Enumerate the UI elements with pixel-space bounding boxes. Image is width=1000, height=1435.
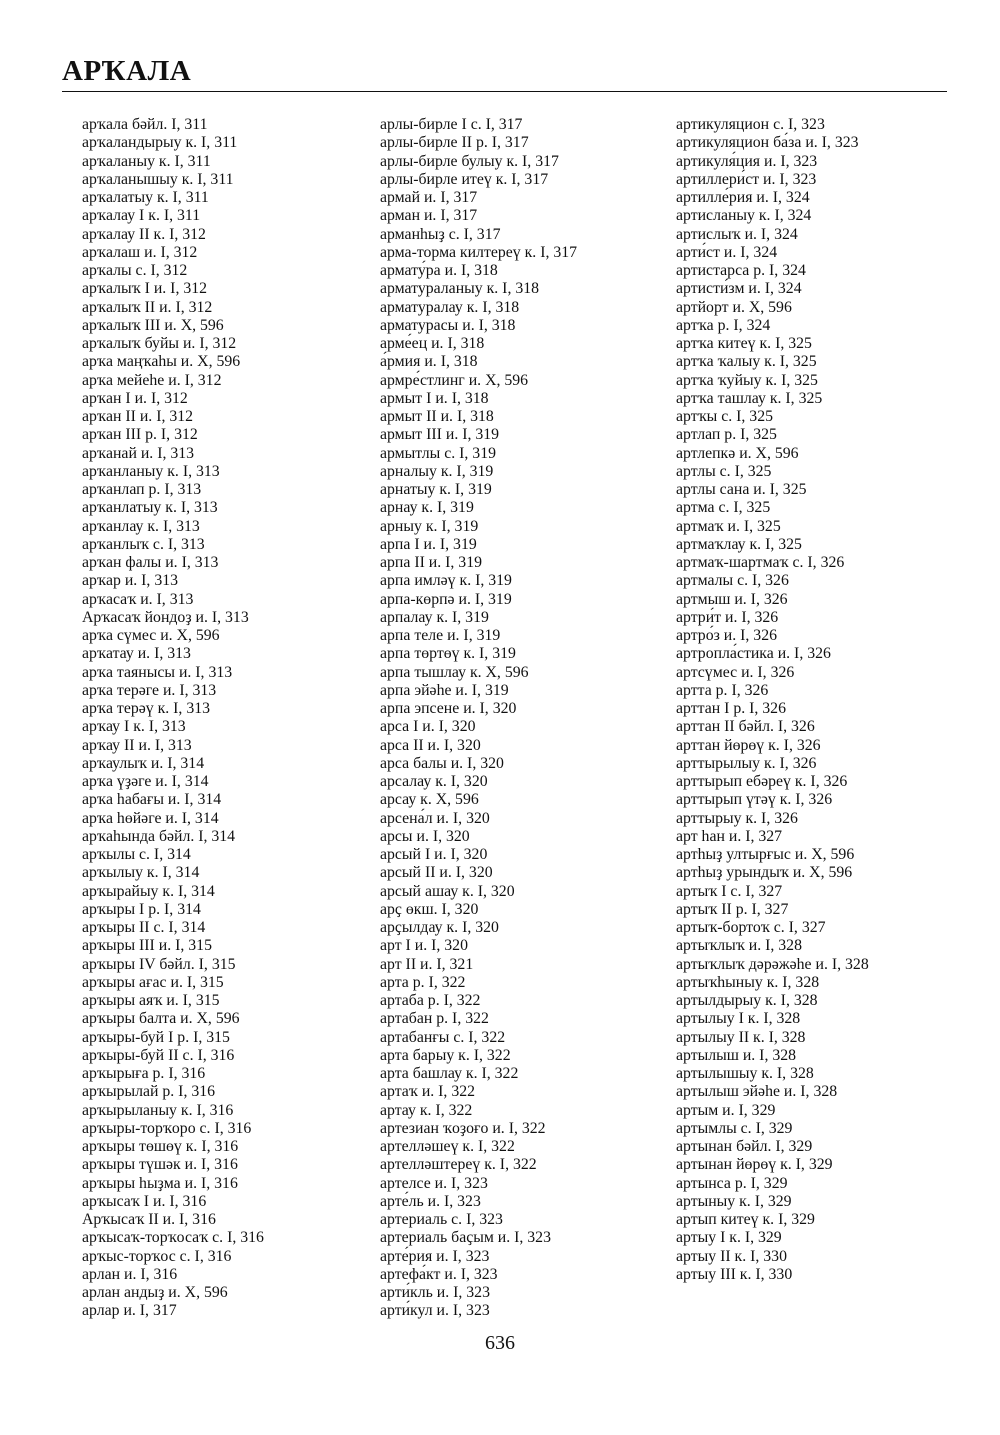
dictionary-entry: арттырып ебәреү к. I, 326 bbox=[676, 773, 848, 790]
dictionary-entry: арҡысаҡ I и. I, 316 bbox=[82, 1192, 207, 1210]
dictionary-entry: артикуляцион с. I, 323 bbox=[676, 116, 825, 133]
dictionary-entry: артып китеү к. I, 329 bbox=[676, 1211, 815, 1228]
dictionary-entry: арта барыу к. I, 322 bbox=[380, 1046, 511, 1064]
dictionary-entry: артһыҙ ултырғыс и. X, 596 bbox=[676, 846, 855, 863]
dictionary-entry: армыт II и. I, 318 bbox=[380, 408, 494, 425]
dictionary-entry: артлы сана и. I, 325 bbox=[676, 481, 807, 498]
dictionary-entry: артыҡ I с. I, 327 bbox=[676, 882, 783, 900]
header-rule bbox=[62, 91, 947, 92]
dictionary-entry: арлан и. I, 316 bbox=[82, 1265, 178, 1283]
dictionary-entry: арҡан II и. I, 312 bbox=[82, 408, 194, 425]
dictionary-entry: арпа теле и. I, 319 bbox=[380, 627, 501, 644]
dictionary-entry: арҡасаҡ и. I, 313 bbox=[82, 590, 194, 608]
dictionary-entry: армыт III и. I, 319 bbox=[380, 426, 500, 444]
dictionary-entry: армытлы с. I, 319 bbox=[380, 444, 497, 462]
dictionary-entry: арте́ль и. I, 323 bbox=[380, 1192, 481, 1210]
dictionary-entry: артыҡ II р. I, 327 bbox=[676, 900, 789, 918]
dictionary-entry: арса I и. I, 320 bbox=[380, 718, 476, 736]
dictionary-entry: артабанғы с. I, 322 bbox=[380, 1028, 506, 1046]
entry-column-2 bbox=[380, 116, 680, 1321]
dictionary-entry: арҡанлау к. I, 313 bbox=[82, 517, 200, 535]
dictionary-entry: арҡырайыу к. I, 314 bbox=[82, 882, 215, 900]
dictionary-entry: арҡыры III и. I, 315 bbox=[82, 937, 212, 955]
entry-column-1 bbox=[82, 116, 382, 1321]
dictionary-entry: артмаҡлау к. I, 325 bbox=[676, 535, 802, 553]
dictionary-entry: артелләштереү к. I, 322 bbox=[380, 1156, 537, 1174]
dictionary-entry: арҡыры I р. I, 314 bbox=[82, 900, 201, 918]
dictionary-entry: артма с. I, 325 bbox=[676, 499, 771, 517]
dictionary-entry: артымлы с. I, 329 bbox=[676, 1119, 793, 1137]
dictionary-entry: артылыш эйәһе и. I, 328 bbox=[676, 1083, 838, 1101]
dictionary-entry: армыт I и. I, 318 bbox=[380, 389, 489, 407]
dictionary-entry: арҡыры аяҡ и. I, 315 bbox=[82, 992, 220, 1009]
dictionary-entry: арҡа үҙәге и. I, 314 bbox=[82, 773, 209, 790]
dictionary-entry: артҡа ташлау к. I, 325 bbox=[676, 389, 823, 407]
dictionary-entry: артылыу II к. I, 328 bbox=[676, 1028, 806, 1046]
dictionary-entry: артмаҡ-шартмаҡ с. I, 326 bbox=[676, 554, 845, 571]
dictionary-entry: Арҡысаҡ II и. I, 316 bbox=[82, 1211, 216, 1228]
dictionary-entry: арлар и. I, 317 bbox=[82, 1302, 177, 1320]
dictionary-entry: арҡа һабағы и. I, 314 bbox=[82, 791, 222, 809]
dictionary-entry: артистарса р. I, 324 bbox=[676, 262, 806, 279]
dictionary-entry: арҡыры-буй II с. I, 316 bbox=[82, 1046, 235, 1064]
dictionary-entry: арҡала бәйл. I, 311 bbox=[82, 116, 208, 133]
dictionary-entry: арҡалатыу к. I, 311 bbox=[82, 189, 209, 206]
dictionary-entry: арҡыс-торҡос с. I, 316 bbox=[82, 1247, 232, 1265]
dictionary-entry: арма-торма килтереү к. I, 317 bbox=[380, 243, 578, 261]
dictionary-entry: артыу III к. I, 330 bbox=[676, 1265, 793, 1283]
entry-column-3 bbox=[676, 116, 976, 1284]
dictionary-entry: артыныу к. I, 329 bbox=[676, 1192, 792, 1210]
dictionary-entry: арҡалы с. I, 312 bbox=[82, 262, 188, 279]
dictionary-entry: арса балы и. I, 320 bbox=[380, 754, 504, 772]
dictionary-entry: армре́стлинг и. X, 596 bbox=[380, 371, 529, 389]
dictionary-entry: арттырыу к. I, 326 bbox=[676, 809, 798, 827]
dictionary-entry: артисти́зм и. I, 324 bbox=[676, 280, 802, 298]
dictionary-entry: артылыш и. I, 328 bbox=[676, 1046, 797, 1064]
dictionary-entry: артынан йөрөү к. I, 329 bbox=[676, 1156, 833, 1174]
dictionary-entry: артым и. I, 329 bbox=[676, 1101, 776, 1119]
dictionary-entry: артериаль с. I, 323 bbox=[380, 1211, 503, 1228]
dictionary-entry: арҡылы с. I, 314 bbox=[82, 846, 191, 863]
dictionary-entry: артау к. I, 322 bbox=[380, 1101, 473, 1119]
dictionary-entry: арҡыры төшөү к. I, 316 bbox=[82, 1138, 239, 1155]
running-head-title: АРҠАЛА bbox=[62, 55, 192, 87]
dictionary-entry: артезиан ҡоҙоғо и. I, 322 bbox=[380, 1119, 546, 1137]
page-header bbox=[62, 54, 947, 88]
dictionary-entry: арсы и. I, 320 bbox=[380, 827, 470, 845]
dictionary-entry: арпа-көрпә и. I, 319 bbox=[380, 590, 512, 608]
dictionary-entry: арҡыры IV бәйл. I, 315 bbox=[82, 955, 236, 973]
dictionary-entry: арҡаулыҡ и. I, 314 bbox=[82, 754, 205, 772]
dictionary-entry: артыҡлыҡ и. I, 328 bbox=[676, 937, 802, 955]
dictionary-entry: артиллери́ст и. I, 323 bbox=[676, 170, 817, 188]
dictionary-entry: арттан II бәйл. I, 326 bbox=[676, 718, 815, 736]
dictionary-entry: арпалау к. I, 319 bbox=[380, 608, 489, 626]
dictionary-entry: артҡы с. I, 325 bbox=[676, 408, 773, 425]
dictionary-entry: арҡырыланыу к. I, 316 bbox=[82, 1101, 234, 1119]
dictionary-entry: арҡалыҡ I и. I, 312 bbox=[82, 280, 208, 298]
dictionary-entry: арҡа терәге и. I, 313 bbox=[82, 681, 217, 699]
dictionary-entry: артлепкә и. X, 596 bbox=[676, 444, 799, 462]
dictionary-entry: арт һан и. I, 327 bbox=[676, 827, 783, 845]
dictionary-entry: арҫ өкш. I, 320 bbox=[380, 900, 479, 918]
dictionary-entry: арсау к. X, 596 bbox=[380, 791, 479, 809]
dictionary-entry: артынса р. I, 329 bbox=[676, 1174, 788, 1192]
dictionary-entry: арҡа терәү к. I, 313 bbox=[82, 700, 211, 717]
dictionary-entry: артынан бәйл. I, 329 bbox=[676, 1138, 813, 1155]
dictionary-entry: артаҡ и. I, 322 bbox=[380, 1083, 476, 1101]
dictionary-entry: арҡан III р. I, 312 bbox=[82, 426, 198, 444]
dictionary-entry: арҡырылай р. I, 316 bbox=[82, 1083, 216, 1101]
dictionary-entry: артыҡлыҡ дәрәжәһе и. I, 328 bbox=[676, 955, 869, 973]
dictionary-entry: артһыҙ урындыҡ и. X, 596 bbox=[676, 864, 853, 882]
dictionary-entry: арттан йөрөү к. I, 326 bbox=[676, 736, 821, 754]
page-number: 636 bbox=[485, 1332, 515, 1354]
dictionary-entry: артыҡ-бортоҡ с. I, 327 bbox=[676, 919, 826, 936]
dictionary-entry: артропла́стика и. I, 326 bbox=[676, 645, 831, 663]
dictionary-entry: арҡанай и. I, 313 bbox=[82, 444, 195, 462]
dictionary-entry: арпа I и. I, 319 bbox=[380, 535, 477, 553]
dictionary-entry: арнау к. I, 319 bbox=[380, 499, 474, 517]
dictionary-entry: арман и. I, 317 bbox=[380, 207, 478, 225]
dictionary-entry: артериаль баҫым и. I, 323 bbox=[380, 1229, 551, 1247]
dictionary-entry: арлы-бирле булыу к. I, 317 bbox=[380, 152, 559, 170]
dictionary-entry: арматурасы и. I, 318 bbox=[380, 316, 516, 334]
dictionary-entry: артыу I к. I, 329 bbox=[676, 1229, 782, 1247]
dictionary-entry: арлан андыҙ и. X, 596 bbox=[82, 1284, 228, 1301]
dictionary-entry: арса II и. I, 320 bbox=[380, 736, 481, 754]
dictionary-entry: а́рмия и. I, 318 bbox=[380, 353, 478, 371]
dictionary-entry: арлы-бирле II р. I, 317 bbox=[380, 134, 529, 152]
dictionary-entry: арме́ец и. I, 318 bbox=[380, 335, 485, 352]
dictionary-entry: арҫылдау к. I, 320 bbox=[380, 919, 499, 936]
dictionary-entry: арсый ашау к. I, 320 bbox=[380, 882, 515, 900]
dictionary-entry: арпа эйәһе и. I, 319 bbox=[380, 681, 509, 699]
dictionary-entry: арнатыу к. I, 319 bbox=[380, 481, 492, 498]
dictionary-entry: арлы-бирле итеү к. I, 317 bbox=[380, 170, 549, 188]
dictionary-entry: арҡаланыу к. I, 311 bbox=[82, 152, 211, 170]
dictionary-entry: арттырылыу к. I, 326 bbox=[676, 754, 817, 772]
dictionary-entry: арттырып үтәү к. I, 326 bbox=[676, 791, 833, 809]
dictionary-entry: артабан р. I, 322 bbox=[380, 1010, 489, 1028]
dictionary-entry: артыҡһыныу к. I, 328 bbox=[676, 973, 820, 991]
dictionary-entry: арти́кль и. I, 323 bbox=[380, 1284, 490, 1301]
dictionary-entry: артҡа р. I, 324 bbox=[676, 316, 771, 334]
dictionary-entry: арта башлау к. I, 322 bbox=[380, 1065, 519, 1082]
dictionary-entry: артйорт и. X, 596 bbox=[676, 298, 792, 316]
dictionary-entry: арҡалау I к. I, 311 bbox=[82, 207, 201, 225]
dictionary-entry: артмалы с. I, 326 bbox=[676, 572, 789, 590]
dictionary-entry: арҡанлыҡ с. I, 313 bbox=[82, 535, 205, 553]
dictionary-entry: арҡаланышыу к. I, 311 bbox=[82, 170, 234, 188]
dictionary-entry: арҡалау II к. I, 312 bbox=[82, 225, 206, 243]
dictionary-entry: арпа имләү к. I, 319 bbox=[380, 572, 512, 590]
dictionary-entry: арта р. I, 322 bbox=[380, 973, 466, 991]
dictionary-entry: арҡылыу к. I, 314 bbox=[82, 864, 200, 882]
dictionary-entry: арҡыры II с. I, 314 bbox=[82, 919, 206, 936]
dictionary-entry: артҡа ҡалыу к. I, 325 bbox=[676, 353, 817, 371]
dictionary-entry: арттан I р. I, 326 bbox=[676, 700, 786, 717]
dictionary-entry: артикуляцион ба́за и. I, 323 bbox=[676, 134, 859, 152]
dictionary-entry: арҡаһында бәйл. I, 314 bbox=[82, 827, 236, 845]
dictionary-entry: артисланыу к. I, 324 bbox=[676, 207, 812, 225]
dictionary-entry: арҡанлап р. I, 313 bbox=[82, 481, 202, 498]
dictionary-entry: арҡа сүмес и. X, 596 bbox=[82, 627, 220, 644]
dictionary-entry: арҡа маңҡаһы и. X, 596 bbox=[82, 353, 241, 371]
dictionary-entry: арҡысаҡ-торҡосаҡ с. I, 316 bbox=[82, 1229, 264, 1247]
dictionary-entry: армай и. I, 317 bbox=[380, 189, 478, 206]
dictionary-entry: арналыу к. I, 319 bbox=[380, 462, 494, 480]
dictionary-entry: арҡау I к. I, 313 bbox=[82, 718, 186, 736]
dictionary-entry: арсый I и. I, 320 bbox=[380, 846, 488, 863]
dictionary-entry: артри́т и. I, 326 bbox=[676, 608, 779, 626]
dictionary-entry: арҡан I и. I, 312 bbox=[82, 389, 188, 407]
dictionary-entry: арҡанлатыу к. I, 313 bbox=[82, 499, 218, 517]
dictionary-entry: арҡан фалы и. I, 313 bbox=[82, 554, 219, 571]
dictionary-entry: артҡа ҡуйыу к. I, 325 bbox=[676, 371, 818, 389]
dictionary-entry: арҡау II и. I, 313 bbox=[82, 736, 192, 754]
dictionary-entry: арҡыры балта и. X, 596 bbox=[82, 1010, 240, 1028]
dictionary-entry: арҡалыҡ II и. I, 312 bbox=[82, 298, 213, 316]
dictionary-entry: арҡырыға р. I, 316 bbox=[82, 1065, 206, 1082]
dictionary-entry: артелсе и. I, 323 bbox=[380, 1174, 488, 1192]
dictionary-entry: артро́з и. I, 326 bbox=[676, 627, 777, 644]
dictionary-entry: артылыу I к. I, 328 bbox=[676, 1010, 801, 1028]
dictionary-entry: артта р. I, 326 bbox=[676, 681, 769, 699]
dictionary-entry: арҡар и. I, 313 bbox=[82, 572, 179, 590]
dictionary-entry: арти́кул и. I, 323 bbox=[380, 1302, 490, 1320]
dictionary-entry: арлы-бирле I с. I, 317 bbox=[380, 116, 523, 133]
dictionary-entry: артмыш и. I, 326 bbox=[676, 590, 788, 608]
dictionary-entry: арпа II и. I, 319 bbox=[380, 554, 483, 571]
dictionary-entry: арҡыры һыҙма и. I, 316 bbox=[82, 1174, 238, 1192]
dictionary-entry: арматуралау к. I, 318 bbox=[380, 298, 520, 316]
dictionary-entry: арҡыры-торҡоро с. I, 316 bbox=[82, 1119, 252, 1137]
dictionary-entry: арсый II и. I, 320 bbox=[380, 864, 493, 882]
dictionary-entry: артелләшеү к. I, 322 bbox=[380, 1138, 515, 1155]
dictionary-entry: арҡа таянысы и. I, 313 bbox=[82, 663, 233, 681]
dictionary-entry: артылдырыу к. I, 328 bbox=[676, 992, 818, 1009]
dictionary-entry: арҡыры ағас и. I, 315 bbox=[82, 973, 224, 991]
dictionary-entry: арҡаландырыу к. I, 311 bbox=[82, 134, 238, 152]
dictionary-entry: артлы с. I, 325 bbox=[676, 462, 772, 480]
dictionary-entry: арте́рия и. I, 323 bbox=[380, 1247, 490, 1265]
dictionary-entry: арҡа һөйәге и. I, 314 bbox=[82, 809, 219, 827]
dictionary-entry: артыу II к. I, 330 bbox=[676, 1247, 787, 1265]
dictionary-entry: арти́ст и. I, 324 bbox=[676, 243, 778, 261]
dictionary-entry: арпа тышлау к. X, 596 bbox=[380, 663, 529, 681]
dictionary-entry: арҡа мейеһе и. I, 312 bbox=[82, 371, 222, 389]
dictionary-entry: арҡалаш и. I, 312 bbox=[82, 243, 198, 261]
dictionary-entry: артлап р. I, 325 bbox=[676, 426, 777, 444]
dictionary-entry: артылышыу к. I, 328 bbox=[676, 1065, 814, 1082]
dictionary-entry: артҡа китеү к. I, 325 bbox=[676, 335, 812, 352]
dictionary-entry: арпа төртөү к. I, 319 bbox=[380, 645, 516, 663]
dictionary-entry: арсалау к. I, 320 bbox=[380, 773, 488, 790]
dictionary-entry: арҡалыҡ III и. X, 596 bbox=[82, 316, 224, 334]
dictionary-entry: арт I и. I, 320 bbox=[380, 937, 468, 955]
dictionary-entry: арманһыҙ с. I, 317 bbox=[380, 225, 501, 243]
dictionary-entry: арматураланыу к. I, 318 bbox=[380, 280, 540, 298]
dictionary-entry: арсена́л и. I, 320 bbox=[380, 809, 490, 827]
dictionary-entry: артмаҡ и. I, 325 bbox=[676, 517, 781, 535]
dictionary-entry: арт II и. I, 321 bbox=[380, 955, 474, 973]
dictionary-entry: арҡыры-буй I р. I, 315 bbox=[82, 1028, 230, 1046]
dictionary-entry: артефа́кт и. I, 323 bbox=[380, 1265, 498, 1283]
dictionary-entry: арныу к. I, 319 bbox=[380, 517, 479, 535]
dictionary-entry: арҡыры түшәк и. I, 316 bbox=[82, 1156, 238, 1174]
dictionary-entry: арҡатау и. I, 313 bbox=[82, 645, 191, 663]
dictionary-entry: арпа эпсене и. I, 320 bbox=[380, 700, 517, 717]
dictionary-entry: артилле́рия и. I, 324 bbox=[676, 189, 810, 206]
dictionary-entry: Арҡасаҡ йондоҙ и. I, 313 bbox=[82, 608, 249, 626]
dictionary-entry: арҡанланыу к. I, 313 bbox=[82, 462, 220, 480]
dictionary-entry: арҡалыҡ буйы и. I, 312 bbox=[82, 335, 237, 352]
dictionary-entry: армату́ра и. I, 318 bbox=[380, 262, 498, 279]
dictionary-entry: артикуля́ция и. I, 323 bbox=[676, 152, 818, 170]
dictionary-entry: артаба р. I, 322 bbox=[380, 992, 481, 1009]
dictionary-entry: артсүмес и. I, 326 bbox=[676, 663, 795, 681]
dictionary-entry: артислыҡ и. I, 324 bbox=[676, 225, 798, 243]
